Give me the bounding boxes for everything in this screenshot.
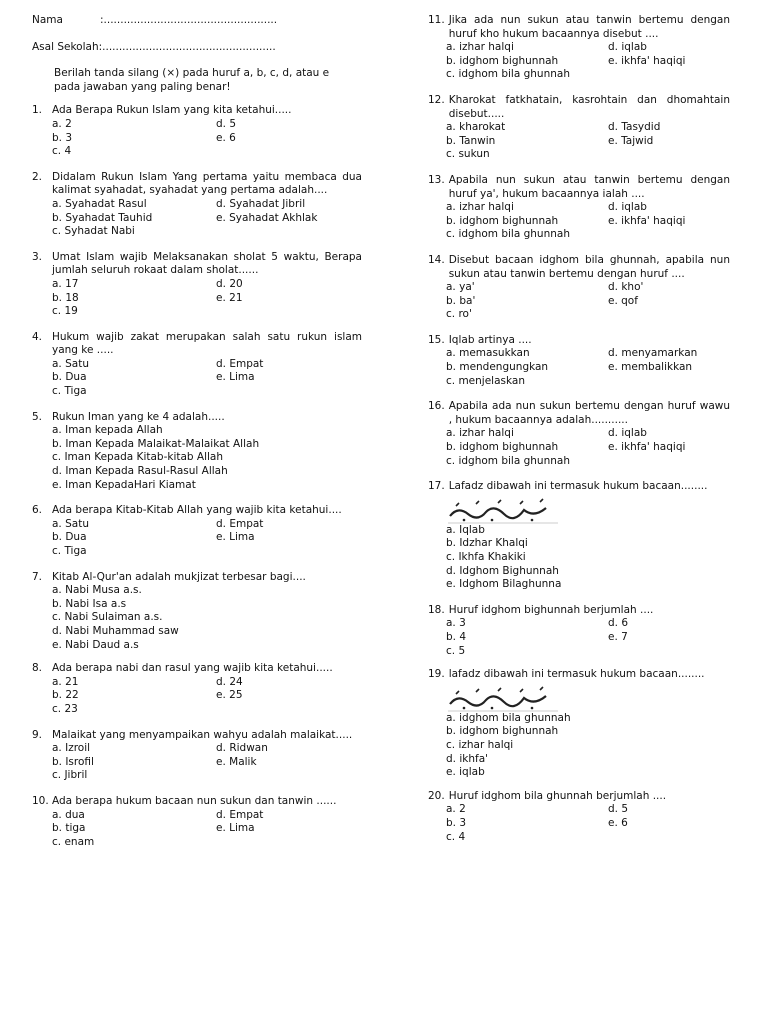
answer-option[interactable]: b. mendengungkan xyxy=(446,361,549,374)
question-item xyxy=(32,729,362,783)
question-item xyxy=(428,254,730,322)
answer-options xyxy=(32,518,362,559)
answer-option[interactable]: a. Satu xyxy=(52,517,89,530)
empty-cell xyxy=(608,375,730,389)
answer-option[interactable]: e. ikhfa' haqiqi xyxy=(608,54,686,67)
question-text: Apabila ada nun sukun bertemu dengan huruf wawu , hukum bacaannya adalah........... xyxy=(448,400,730,426)
question-text-row xyxy=(428,480,730,494)
answer-option[interactable]: a. ya' xyxy=(446,281,475,294)
question-text-row xyxy=(32,331,362,358)
left-column xyxy=(32,14,362,849)
question-number: 9. xyxy=(32,728,43,741)
answer-option[interactable]: e. qof xyxy=(608,294,638,307)
answer-options xyxy=(428,803,730,844)
answer-option[interactable]: a. Iqlab xyxy=(446,523,485,536)
answer-option[interactable]: d. Tasydid xyxy=(608,121,661,134)
question-item xyxy=(428,400,730,468)
answer-option[interactable]: a. kharokat xyxy=(446,121,506,134)
answer-option[interactable]: e. Idghom Bilaghunna xyxy=(446,578,562,591)
answer-option[interactable]: a. 21 xyxy=(52,675,79,688)
answer-option[interactable]: d. menyamarkan xyxy=(608,347,698,360)
answer-option[interactable]: d. Nabi Muhammad saw xyxy=(52,624,179,637)
question-text-row xyxy=(428,334,730,348)
answer-option[interactable]: c. 23 xyxy=(52,702,78,715)
empty-cell xyxy=(608,148,730,162)
answer-option[interactable]: c. Jibril xyxy=(52,769,88,782)
question-text-row xyxy=(428,254,730,281)
answer-option[interactable]: a. Iman kepada Allah xyxy=(52,424,163,437)
question-number: 4. xyxy=(32,330,43,343)
answer-option[interactable]: d. Iman Kepada Rasul-Rasul Allah xyxy=(52,465,228,478)
answer-options xyxy=(32,584,362,652)
answer-option[interactable]: e. ikhfa' haqiqi xyxy=(608,441,686,454)
answer-option[interactable]: e. Malik xyxy=(216,755,257,768)
question-text: Malaikat yang menyampaikan wahyu adalah malaikat..... xyxy=(52,728,353,741)
right-column xyxy=(428,14,730,844)
question-item xyxy=(428,668,730,780)
answer-option[interactable]: a. izhar halqi xyxy=(446,41,514,54)
question-number: 19. xyxy=(428,668,445,681)
answer-option[interactable]: e. Syahadat Akhlak xyxy=(216,211,318,224)
answer-options xyxy=(32,424,362,492)
question-text: Huruf idghom bighunnah berjumlah .... xyxy=(448,603,654,616)
question-text-row xyxy=(428,790,730,804)
answer-option[interactable]: a. izhar halqi xyxy=(446,201,514,214)
answer-option[interactable]: d. 20 xyxy=(216,277,243,290)
question-number: 5. xyxy=(32,410,43,423)
answer-options xyxy=(428,41,730,82)
empty-cell xyxy=(216,836,362,850)
question-text: Apabila nun sukun atau tanwin bertemu dengan huruf ya', hukum bacaannya ialah .... xyxy=(448,173,730,200)
question-text: Iqlab artinya .... xyxy=(448,333,532,346)
answer-option[interactable]: a. memasukkan xyxy=(446,347,530,360)
answer-option[interactable]: b. Nabi Isa a.s xyxy=(52,597,127,610)
school-field[interactable]: .................................................... xyxy=(102,40,276,53)
name-field[interactable]: :.................................................... xyxy=(100,14,278,26)
question-text: Ada berapa nabi dan rasul yang wajib kita ketahui..... xyxy=(52,662,333,675)
question-number: 12. xyxy=(428,93,445,106)
answer-option[interactable]: b. Idzhar Khalqi xyxy=(446,537,528,550)
question-item xyxy=(428,790,730,844)
answer-option[interactable]: c. sukun xyxy=(446,148,490,161)
answer-option[interactable]: b. idghom bighunnah xyxy=(446,725,559,738)
answer-option[interactable]: c. idghom bila ghunnah xyxy=(446,454,570,467)
question-item xyxy=(428,14,730,82)
answer-options xyxy=(32,676,362,717)
answer-option[interactable]: a. 2 xyxy=(446,803,466,816)
empty-cell xyxy=(608,455,730,469)
answer-option[interactable]: b. Syahadat Tauhid xyxy=(52,211,153,224)
empty-cell xyxy=(216,225,362,239)
question-text-row xyxy=(428,604,730,618)
answer-option[interactable]: a. izhar halqi xyxy=(446,427,514,440)
answer-option[interactable]: d. iqlab xyxy=(608,41,647,54)
empty-cell xyxy=(608,831,730,845)
question-item xyxy=(32,662,362,716)
empty-cell xyxy=(216,545,362,559)
question-number: 13. xyxy=(428,173,445,186)
question-list-right xyxy=(428,14,730,844)
answer-option[interactable]: e. ikhfa' haqiqi xyxy=(608,214,686,227)
answer-option[interactable]: b. Iman Kepada Malaikat-Malaikat Allah xyxy=(52,437,260,450)
answer-option[interactable]: c. menjelaskan xyxy=(446,374,525,387)
question-text: Rukun Iman yang ke 4 adalah..... xyxy=(52,410,225,423)
answer-options xyxy=(428,201,730,242)
question-text-row xyxy=(32,504,362,518)
answer-option[interactable]: c. Nabi Sulaiman a.s. xyxy=(52,611,163,624)
question-item xyxy=(32,104,362,158)
answer-option[interactable]: c. Ikhfa Khakiki xyxy=(446,551,526,563)
question-number: 8. xyxy=(32,662,43,675)
question-item xyxy=(32,171,362,239)
answer-option[interactable]: e. 21 xyxy=(216,291,243,304)
school-row xyxy=(32,41,362,55)
instruction-text: Berilah tanda silang (×) pada huruf a, b, c, d, atau e pada jawaban yang paling benar! xyxy=(54,67,330,93)
answer-option[interactable]: c. 5 xyxy=(446,644,466,657)
question-text: Ada Berapa Rukun Islam yang kita ketahui..... xyxy=(52,104,292,117)
answer-options xyxy=(428,427,730,468)
answer-options xyxy=(32,198,362,239)
question-text: Jika ada nun sukun atau tanwin bertemu dengan huruf kho hukum bacaannya disebut .... xyxy=(448,14,730,40)
answer-options xyxy=(32,809,362,850)
empty-cell xyxy=(216,305,362,319)
answer-option[interactable]: e. Nabi Daud a.s xyxy=(52,638,139,651)
question-number: 11. xyxy=(428,14,445,26)
question-number: 6. xyxy=(32,504,43,517)
answer-options xyxy=(428,281,730,322)
question-number: 3. xyxy=(32,250,43,263)
question-item xyxy=(428,480,730,592)
answer-option[interactable]: d. iqlab xyxy=(608,427,647,440)
question-text-row xyxy=(428,14,730,41)
question-item xyxy=(32,331,362,399)
question-number: 17. xyxy=(428,480,445,493)
answer-option[interactable]: b. 3 xyxy=(52,131,73,144)
answer-option[interactable]: c. enam xyxy=(52,835,95,848)
answer-option[interactable]: e. Iman KepadaHari Kiamat xyxy=(52,478,196,491)
answer-options xyxy=(428,617,730,658)
answer-option[interactable]: b. idghom bighunnah xyxy=(446,54,559,67)
answer-options xyxy=(428,347,730,388)
answer-option[interactable]: e. 25 xyxy=(216,689,243,702)
answer-option[interactable]: b. 3 xyxy=(446,816,467,829)
answer-option[interactable]: d. Idghom Bighunnah xyxy=(446,564,559,577)
answer-option[interactable]: e. 6 xyxy=(216,131,236,144)
question-item xyxy=(428,174,730,242)
question-text: Hukum wajib zakat merupakan salah satu rukun islam yang ke ..... xyxy=(52,330,362,357)
question-text-row xyxy=(32,795,362,809)
answer-option[interactable]: c. 19 xyxy=(52,305,78,318)
question-number: 1. xyxy=(32,104,43,117)
empty-cell xyxy=(216,385,362,399)
answer-option[interactable]: a. idghom bila ghunnah xyxy=(446,711,571,724)
answer-option[interactable]: d. 5 xyxy=(216,117,237,130)
arabic-lafadz-image xyxy=(446,686,730,712)
question-number: 7. xyxy=(32,570,43,583)
question-text: Huruf idghom bila ghunnah berjumlah .... xyxy=(448,789,667,802)
question-item xyxy=(428,334,730,388)
question-number: 10. xyxy=(32,794,49,807)
question-number: 2. xyxy=(32,170,43,183)
question-text-row xyxy=(428,174,730,201)
question-item xyxy=(32,504,362,558)
school-label: Asal Sekolah: xyxy=(32,40,103,53)
question-text-row xyxy=(32,571,362,585)
question-text-row xyxy=(32,251,362,278)
question-item xyxy=(428,604,730,658)
answer-option[interactable]: d. ikhfa' xyxy=(446,752,489,765)
question-text-row xyxy=(428,94,730,121)
answer-options xyxy=(32,358,362,399)
question-text: Kharokat fatkhatain, kasrohtain dan dhomahtain disebut..... xyxy=(448,93,730,120)
question-item xyxy=(32,411,362,493)
answer-option[interactable]: a. 17 xyxy=(52,277,79,290)
answer-option[interactable]: e. 7 xyxy=(608,630,628,643)
answer-option[interactable]: a. dua xyxy=(52,808,85,821)
question-item xyxy=(32,571,362,653)
answer-option[interactable]: a. Syahadat Rasul xyxy=(52,197,147,210)
question-text: Ada berapa hukum bacaan nun sukun dan tanwin ...... xyxy=(52,794,337,807)
answer-option[interactable]: c. idghom bila ghunnah xyxy=(446,228,570,241)
answer-option[interactable]: c. Tiga xyxy=(52,545,87,557)
empty-cell xyxy=(608,68,730,82)
arabic-lafadz-image xyxy=(446,498,730,524)
answer-options xyxy=(32,278,362,319)
answer-option[interactable]: c. Tiga xyxy=(52,385,87,398)
answer-option[interactable]: e. iqlab xyxy=(446,766,485,779)
empty-cell xyxy=(216,769,362,783)
answer-option[interactable]: a. Izroil xyxy=(52,742,91,755)
empty-cell xyxy=(216,145,362,159)
name-row xyxy=(32,14,362,28)
answer-option[interactable]: a. 3 xyxy=(446,617,466,630)
answer-option[interactable]: a. Nabi Musa a.s. xyxy=(52,584,142,597)
question-text: lafadz dibawah ini termasuk hukum bacaan........ xyxy=(448,668,705,681)
question-text: Disebut bacaan idghom bila ghunnah, apabila nun sukun atau tanwin bertemu dengan huruf .... xyxy=(448,253,730,280)
question-number: 16. xyxy=(428,400,445,413)
empty-cell xyxy=(608,308,730,322)
answer-option[interactable]: b. idghom bighunnah xyxy=(446,441,559,454)
question-text-row xyxy=(32,411,362,425)
answer-option[interactable]: e. Tajwid xyxy=(608,134,654,147)
question-text-row xyxy=(32,729,362,743)
answer-option[interactable]: b. Tanwin xyxy=(446,134,496,147)
name-label: Nama xyxy=(32,14,63,26)
answer-option[interactable]: c. Syhadat Nabi xyxy=(52,225,135,238)
answer-option[interactable]: d. Ridwan xyxy=(216,742,268,755)
answer-option[interactable]: a. 2 xyxy=(52,117,72,130)
question-item xyxy=(428,94,730,162)
answer-options xyxy=(428,712,730,780)
answer-option[interactable]: d. Empat xyxy=(216,808,264,821)
question-text-row xyxy=(428,668,730,682)
answer-option[interactable]: a. Satu xyxy=(52,357,89,370)
arabic-calligraphy-icon xyxy=(446,498,566,524)
answer-options xyxy=(32,118,362,159)
answer-option[interactable]: d. 24 xyxy=(216,675,243,688)
answer-options xyxy=(428,121,730,162)
answer-option[interactable]: b. 22 xyxy=(52,689,79,702)
question-list-left xyxy=(32,104,362,849)
question-text-row xyxy=(32,662,362,676)
answer-option[interactable]: b. Dua xyxy=(52,531,87,544)
answer-option[interactable]: b. Dua xyxy=(52,371,87,384)
answer-option[interactable]: b. ba' xyxy=(446,294,476,307)
answer-option[interactable]: c. Iman Kepada Kitab-kitab Allah xyxy=(52,451,224,464)
question-text: Didalam Rukun Islam Yang pertama yaitu membaca dua kalimat syahadat, syahadat yang pertama adalah.... xyxy=(52,170,362,197)
answer-option[interactable]: d. 6 xyxy=(608,617,629,630)
answer-option[interactable]: e. Lima xyxy=(216,371,255,384)
answer-option[interactable]: d. 5 xyxy=(608,803,629,816)
answer-option[interactable]: d. Empat xyxy=(216,357,264,370)
answer-options xyxy=(428,524,730,592)
answer-option[interactable]: c. 4 xyxy=(446,830,466,843)
answer-option[interactable]: b. 4 xyxy=(446,630,467,643)
answer-option[interactable]: b. idghom bighunnah xyxy=(446,214,559,227)
answer-option[interactable]: b. Isrofil xyxy=(52,755,94,768)
answer-option[interactable]: d. Empat xyxy=(216,517,264,530)
question-text: Kitab Al-Qur'an adalah mukjizat terbesar bagi.... xyxy=(52,570,306,583)
answer-option[interactable]: c. izhar halqi xyxy=(446,738,514,751)
question-text: Ada berapa Kitab-Kitab Allah yang wajib kita ketahui.... xyxy=(52,504,342,517)
answer-option[interactable]: d. iqlab xyxy=(608,201,647,214)
answer-option[interactable]: d. kho' xyxy=(608,281,644,294)
empty-cell xyxy=(216,703,362,717)
answer-option[interactable]: e. Lima xyxy=(216,531,255,544)
answer-option[interactable]: e. 6 xyxy=(608,816,628,829)
question-text-row xyxy=(32,104,362,118)
question-item xyxy=(32,795,362,849)
question-text: Lafadz dibawah ini termasuk hukum bacaan........ xyxy=(448,480,708,493)
answer-option[interactable]: e. membalikkan xyxy=(608,361,693,374)
empty-cell xyxy=(608,228,730,242)
question-item xyxy=(32,251,362,319)
question-number: 20. xyxy=(428,789,445,802)
empty-cell xyxy=(608,645,730,659)
answer-option[interactable]: b. 18 xyxy=(52,291,79,304)
answer-option[interactable]: c. 4 xyxy=(52,145,72,158)
answer-option[interactable]: c. ro' xyxy=(446,308,472,321)
answer-option[interactable]: d. Syahadat Jibril xyxy=(216,197,306,210)
arabic-calligraphy-icon xyxy=(446,686,566,712)
question-number: 18. xyxy=(428,603,445,616)
question-number: 14. xyxy=(428,253,445,266)
question-text-row xyxy=(428,400,730,427)
answer-options xyxy=(32,742,362,783)
question-text: Umat Islam wajib Melaksanakan sholat 5 waktu, Berapa jumlah seluruh rokaat dalam sholat...... xyxy=(52,250,362,277)
answer-option[interactable]: b. tiga xyxy=(52,822,86,835)
question-text-row xyxy=(32,171,362,198)
answer-option[interactable]: e. Lima xyxy=(216,822,255,835)
question-number: 15. xyxy=(428,333,445,346)
answer-option[interactable]: c. idghom bila ghunnah xyxy=(446,68,570,81)
